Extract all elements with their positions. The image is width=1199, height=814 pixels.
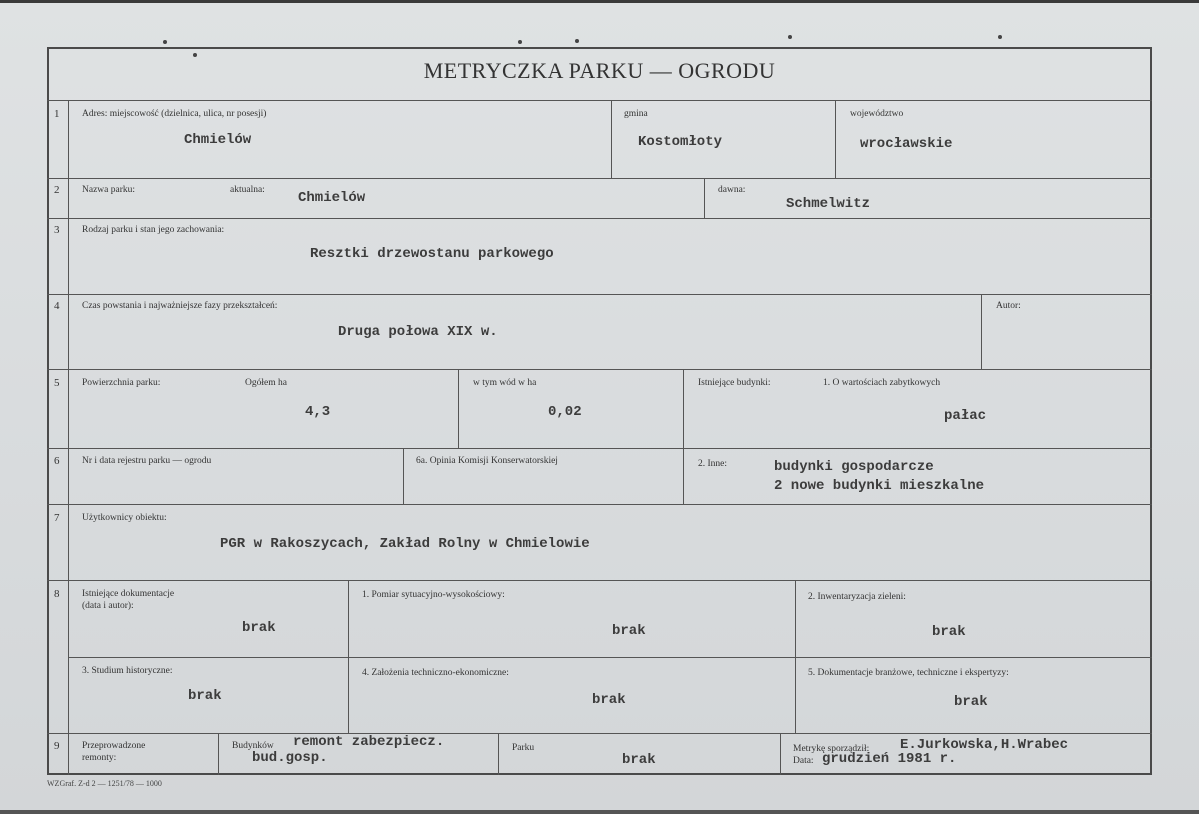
creation-time-value: Druga połowa XIX w. (338, 324, 498, 340)
divider-v (498, 733, 499, 775)
divider-v (458, 369, 459, 448)
divider-v (780, 733, 781, 775)
greenery-inventory-value: brak (932, 624, 966, 640)
row-number: 7 (54, 512, 60, 524)
total-area-label: Ogółem ha (245, 378, 287, 388)
divider (47, 178, 1152, 179)
gmina-label: gmina (624, 109, 648, 119)
users-value: PGR w Rakoszycach, Zakład Rolny w Chmielowie (220, 536, 590, 552)
divider (47, 448, 1152, 449)
ink-dot (575, 39, 579, 43)
divider-v (348, 580, 349, 733)
form-title: METRYCZKA PARKU — OGRODU (423, 58, 776, 83)
voivodeship-value: wrocławskie (860, 136, 953, 152)
gmina-value: Kostomłoty (638, 134, 723, 150)
buildings-renovation-label: Budynków (232, 741, 274, 751)
park-type-value: Resztki drzewostanu parkowego (310, 246, 554, 262)
row-number: 8 (54, 588, 60, 600)
total-area-value: 4,3 (305, 404, 331, 420)
date-label: Data: (793, 756, 814, 766)
top-edge (0, 0, 1199, 3)
park-name-label: Nazwa parku: (82, 185, 136, 195)
renovations-label-line1: Przeprowadzone (82, 741, 146, 751)
survey-label: 1. Pomiar sytuacyjno-wysokościowy: (362, 590, 505, 600)
ink-dot (998, 35, 1002, 39)
divider-v (218, 733, 219, 775)
bottom-edge (0, 810, 1199, 814)
former-name-label: dawna: (718, 185, 746, 195)
divider-v (981, 294, 982, 369)
other-buildings-value-2: 2 nowe budynki mieszkalne (774, 478, 985, 494)
row-number: 4 (54, 300, 60, 312)
divider-v (403, 448, 404, 504)
tech-econ-label: 4. Założenia techniczno-ekonomiczne: (362, 668, 509, 678)
row-number: 6 (54, 455, 60, 467)
greenery-inventory-label: 2. Inwentaryzacja zieleni: (808, 592, 906, 602)
address-label: Adres: miejscowość (dzielnica, ulica, nr posesji) (82, 109, 267, 119)
printer-footer: WZGraf. Z-d 2 — 1251/78 — 1000 (47, 779, 162, 788)
users-label: Użytkownicy obiektu: (82, 513, 167, 523)
row-number: 5 (54, 377, 60, 389)
commission-opinion-label: 6a. Opinia Komisji Konserwatorskiej (416, 456, 558, 466)
branch-docs-value: brak (954, 694, 988, 710)
tech-econ-value: brak (592, 692, 626, 708)
water-area-value: 0,02 (548, 404, 582, 420)
divider (47, 580, 1152, 581)
historical-study-value: brak (188, 688, 222, 704)
water-area-label: w tym wód w ha (473, 378, 537, 388)
historic-buildings-value: pałac (944, 408, 987, 424)
current-name-value: Chmielów (298, 190, 366, 206)
divider (47, 218, 1152, 219)
divider-v (795, 580, 796, 733)
ink-dot (788, 35, 792, 39)
number-column-line (68, 100, 69, 775)
divider (47, 294, 1152, 295)
row-number: 3 (54, 224, 60, 236)
compiled-by-value: E.Jurkowska,H.Wrabec (900, 737, 1069, 753)
divider-v (704, 178, 705, 218)
other-buildings-label: 2. Inne: (698, 459, 728, 469)
ink-dot (163, 40, 167, 44)
address-value: Chmielów (184, 132, 252, 148)
register-label: Nr i data rejestru parku — ogrodu (82, 456, 212, 466)
docs-label-line2: (data i autor): (82, 601, 134, 611)
former-name-value: Schmelwitz (786, 196, 871, 212)
park-renovation-value: brak (622, 752, 656, 768)
divider (47, 733, 1152, 734)
creation-time-label: Czas powstania i najważniejsze fazy przekształceń: (82, 301, 278, 311)
compiled-by-label: Metrykę sporządził: (793, 744, 870, 754)
divider-v (835, 100, 836, 178)
divider-v (611, 100, 612, 178)
divider (47, 504, 1152, 505)
date-value: grudzień 1981 r. (822, 751, 957, 767)
divider (47, 369, 1152, 370)
area-label: Powierzchnia parku: (82, 378, 161, 388)
row-number: 9 (54, 740, 60, 752)
ink-dot (518, 40, 522, 44)
docs-value: brak (242, 620, 276, 636)
author-label: Autor: (996, 301, 1021, 311)
voivodeship-label: województwo (850, 109, 904, 119)
branch-docs-label: 5. Dokumentacje branżowe, techniczne i ekspertyzy: (808, 668, 1009, 678)
row-number: 1 (54, 108, 60, 120)
existing-buildings-label: Istniejące budynki: (698, 378, 771, 388)
buildings-renovation-value-1: remont zabezpiecz. (293, 734, 445, 750)
survey-value: brak (612, 623, 646, 639)
historical-study-label: 3. Studium historyczne: (82, 666, 173, 676)
divider (47, 100, 1152, 101)
renovations-label-line2: remonty: (82, 753, 117, 763)
park-renovation-label: Parku (512, 743, 535, 753)
buildings-renovation-value-2: bud.gosp. (252, 750, 328, 766)
historic-buildings-label: 1. O wartościach zabytkowych (823, 378, 941, 388)
docs-label-line1: Istniejące dokumentacje (82, 589, 175, 599)
row-number: 2 (54, 184, 60, 196)
park-type-label: Rodzaj parku i stan jego zachowania: (82, 225, 225, 235)
divider (68, 657, 1152, 658)
form-frame (47, 47, 1152, 775)
current-name-label: aktualna: (230, 185, 265, 195)
divider-v (683, 369, 684, 504)
other-buildings-value-1: budynki gospodarcze (774, 459, 934, 475)
